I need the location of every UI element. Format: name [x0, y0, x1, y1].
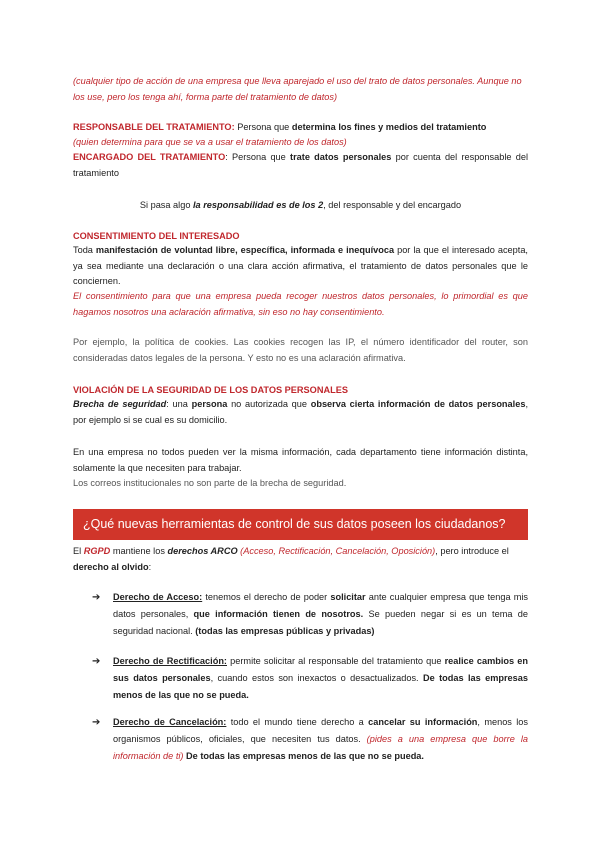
rgpd-c: mantiene los	[110, 546, 168, 556]
intro-note: (cualquier tipo de acción de una empresa que lleva aparejado el uso del trato de datos personales. Aunque no los use, pero los tenga ahí, forma parte del tratamiento de datos)	[73, 76, 522, 102]
acceso-t6: (todas las empresas públicas y privadas)	[195, 626, 375, 636]
derecho-acceso-title: Derecho de Acceso:	[113, 592, 203, 602]
encargado-text-end: por cuenta del responsable del tratamiento	[73, 152, 528, 178]
consentimiento-heading: CONSENTIMIENTO DEL INTERESADO	[73, 231, 240, 241]
derecho-rectificacion-item	[93, 653, 528, 704]
cancelacion-t1: todo el mundo tiene derecho a	[226, 717, 369, 727]
acceso-t2: solicitar	[330, 592, 366, 602]
derecho-acceso-item	[93, 589, 528, 640]
cancelacion-t3: , menos los organismos públicos, oficiales, que necesiten tus datos.	[113, 717, 528, 744]
acceso-t5: Se pueden negar si es un tema de seguridad nacional.	[113, 609, 528, 636]
violacion-t3: no autorizada que	[227, 399, 311, 409]
arrow-right-icon: ➔	[92, 656, 101, 667]
rgpd-d: derechos ARCO	[167, 546, 238, 556]
violacion-paragraph-3: Los correos institucionales no son parte de la brecha de seguridad.	[73, 478, 347, 488]
violacion-t5: , por ejemplo si se cual es su domicilio.	[73, 399, 528, 425]
rectificacion-t1: permite solicitar al responsable del tratamiento que	[227, 656, 445, 666]
encargado-definition	[73, 150, 528, 181]
responsable-definition	[73, 120, 528, 136]
violacion-paragraph-2: En una empresa no todos pueden ver la misma información, cada departamento tiene información distinta, solamente la que necesiten para trabajar.	[73, 447, 528, 473]
violacion-t1: : una	[166, 399, 192, 409]
consentimiento-a: Toda	[73, 245, 96, 255]
derecho-cancelacion-title: Derecho de Cancelación:	[113, 717, 227, 727]
cancelacion-t2: cancelar su información	[368, 717, 478, 727]
derecho-rectificacion-title: Derecho de Rectificación:	[113, 656, 227, 666]
responsabilidad-b: la responsabilidad es de los 2	[192, 200, 324, 210]
violacion-heading: VIOLACIÓN DE LA SEGURIDAD DE LOS DATOS PERSONALES	[73, 385, 348, 395]
violacion-definition	[73, 397, 528, 428]
responsabilidad-line	[73, 198, 528, 213]
acceso-t1: tenemos el derecho de poder	[202, 592, 331, 602]
consentimiento-note: El consentimiento para que una empresa pueda recoger nuestros datos personales, lo primordial es que hagamos nosotros una aclaración afirmativa, sin eso no hay consentimiento.	[73, 291, 528, 317]
section-banner: ¿Qué nuevas herramientas de control de sus datos poseen los ciudadanos?	[73, 509, 528, 540]
encargado-bold: trate datos personales	[290, 152, 392, 162]
consentimiento-definition	[73, 243, 528, 290]
arrow-right-icon: ➔	[92, 717, 101, 728]
consentimiento-example: Por ejemplo, la política de cookies. Las cookies recogen las IP, el número identificador del router, son consideradas datos legales de la persona. Y esto no es una aclaración afirmativa.	[73, 337, 528, 363]
rectificacion-t2: realice cambios en sus datos personales	[113, 656, 528, 683]
rgpd-b: RGPD	[83, 546, 111, 556]
responsable-text: Persona que	[234, 122, 292, 132]
rectificacion-t4: De todas las empresas menos de las que no se pueda.	[113, 673, 528, 700]
derecho-cancelacion-item	[93, 714, 528, 765]
rgpd-f: , pero introduce el	[435, 546, 509, 556]
consentimiento-b: manifestación de voluntad libre, específica, informada e inequívoca	[95, 245, 395, 255]
acceso-t3: ante cualquier empresa que tenga mis datos personales,	[113, 592, 528, 619]
responsable-bold: determina los fines y medios del tratamiento	[291, 122, 487, 132]
violacion-t2: persona	[191, 399, 228, 409]
arrow-right-icon: ➔	[92, 592, 101, 603]
encargado-term: ENCARGADO DEL TRATAMIENTO	[73, 152, 226, 162]
encargado-text: : Persona que	[225, 152, 291, 162]
violacion-t4: observa cierta información de datos personales	[310, 399, 526, 409]
responsable-note: (quien determina para que se va a usar el tratamiento de los datos)	[73, 137, 347, 147]
cancelacion-t5: De todas las empresas menos de las que no se pueda.	[183, 751, 424, 761]
rgpd-paragraph	[73, 544, 528, 575]
cancelacion-t4: (pides a una empresa que borre la información de ti)	[113, 734, 528, 761]
responsable-term: RESPONSABLE DEL TRATAMIENTO:	[73, 122, 235, 132]
rgpd-a: El	[73, 546, 84, 556]
rgpd-h: :	[148, 561, 152, 572]
rectificacion-t3: , cuando estos son inexactos o desactualizados.	[210, 673, 423, 683]
responsabilidad-c: , del responsable y del encargado	[323, 200, 462, 210]
acceso-t4: que información tienen de nosotros.	[193, 609, 364, 619]
rgpd-g: derecho al olvido	[73, 561, 149, 572]
violacion-term: Brecha de seguridad	[73, 399, 167, 409]
rgpd-e: (Acceso, Rectificación, Cancelación, Oposición)	[237, 546, 436, 556]
responsabilidad-a: Si pasa algo	[139, 200, 193, 210]
consentimiento-c: por la que el interesado acepta, ya sea mediante una declaración o una clara acción afirmativa, el tratamiento de datos personales que le conciernen.	[73, 245, 528, 286]
